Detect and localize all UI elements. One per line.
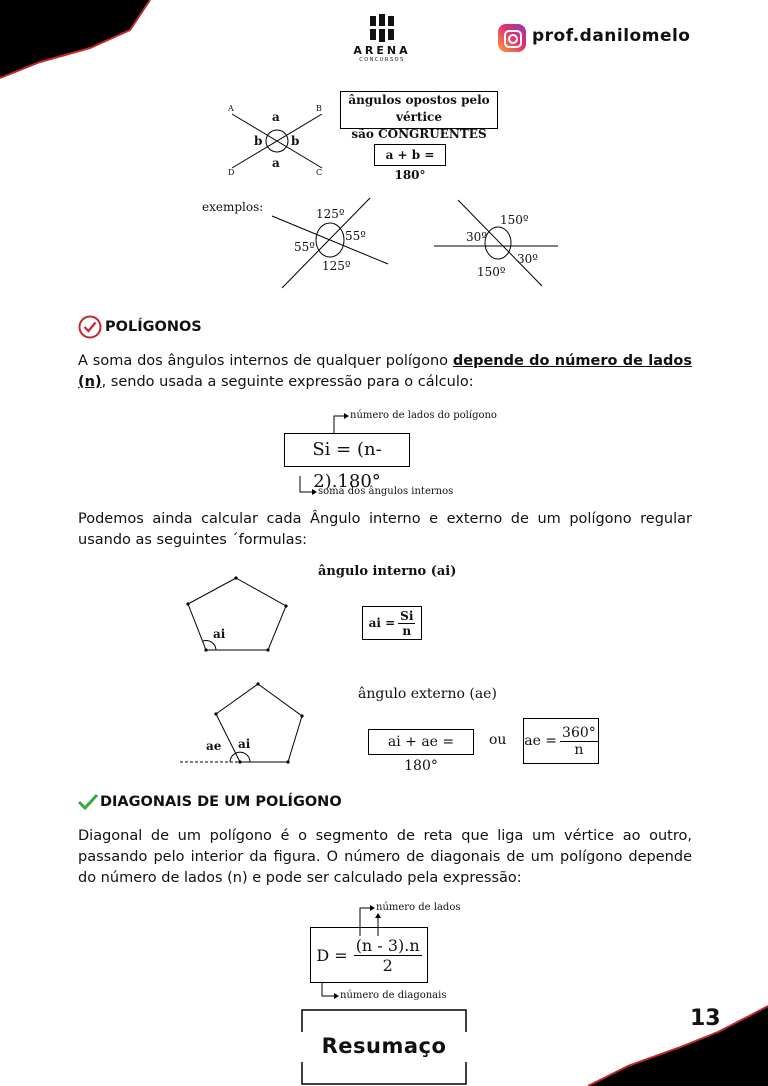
pentagon-external-angle-diagram bbox=[178, 678, 308, 768]
internal-formula-den: n bbox=[402, 623, 412, 638]
check-icon bbox=[77, 793, 99, 811]
si-label-top: número de lados do polígono bbox=[350, 410, 497, 421]
vertex-label-b: B bbox=[316, 104, 322, 113]
section-title-polygons: POLÍGONOS bbox=[105, 319, 202, 335]
resumaco-label: Resumaço bbox=[321, 1034, 447, 1058]
angle-label-b-right: b bbox=[291, 134, 300, 148]
internal-angle-title: ângulo interno (ai) bbox=[318, 564, 457, 579]
instagram-handle[interactable]: prof.danilomelo bbox=[532, 26, 691, 46]
angle-label-b-left: b bbox=[254, 134, 263, 148]
diagonals-paragraph: Diagonal de um polígono é o segmento de reta que liga um vértice ao outro, passando pelo interior da figura. O número de diagonais de um polígono depende do número de lados (n) e pode ser calculado pela expressão: bbox=[78, 828, 692, 886]
si-formula-box: Si = (n-2).180° bbox=[284, 433, 410, 467]
diagonal-formula-box bbox=[310, 927, 428, 983]
internal-formula-num: Si bbox=[400, 608, 414, 623]
diagonal-formula-den: 2 bbox=[382, 955, 393, 975]
external-formula2-lhs: ae = bbox=[524, 733, 558, 749]
section-title-diagonals: DIAGONAIS DE UM POLÍGONO bbox=[100, 794, 342, 810]
example1-angle-right: 55º bbox=[345, 229, 366, 243]
sum-formula-box: a + b = 180° bbox=[374, 144, 446, 166]
example1-angle-left: 55º bbox=[294, 240, 315, 254]
rule-line-1: ângulos opostos pelo vértice bbox=[348, 93, 490, 124]
arena-logo-icon bbox=[368, 14, 396, 42]
angle-label-a-bottom: a bbox=[272, 156, 280, 170]
example2-angle-right: 30º bbox=[517, 252, 538, 266]
polygons-paragraph-1-end: , sendo usada a seguinte expressão para o cálculo: bbox=[101, 374, 474, 390]
instagram-icon[interactable] bbox=[498, 24, 526, 52]
check-circle-icon bbox=[78, 315, 102, 339]
external-or: ou bbox=[489, 732, 507, 748]
example2-angle-top: 150º bbox=[500, 213, 529, 227]
corner-decoration-bottom-right bbox=[568, 996, 768, 1086]
angle-label-a-top: a bbox=[272, 110, 280, 124]
diagonal-label-bottom: número de diagonais bbox=[340, 990, 447, 1001]
congruent-rule-box bbox=[340, 91, 498, 141]
diagonal-formula-lhs: D = bbox=[316, 945, 348, 965]
polygons-paragraph-2: Podemos ainda calcular cada Ângulo interno e externo de um polígono regular usando as seguintes ´formulas: bbox=[78, 511, 692, 548]
external-formula2-den: n bbox=[574, 741, 584, 758]
vertex-label-d: D bbox=[228, 168, 235, 177]
pentagon-internal-angle-diagram bbox=[184, 574, 296, 656]
rule-line-2: são CONGRUENTES bbox=[351, 127, 487, 141]
diagonal-formula-num: (n - 3).n bbox=[355, 935, 420, 955]
example2-angle-bottom: 150º bbox=[477, 265, 506, 279]
external-angle-label-ai: ai bbox=[238, 737, 251, 751]
brand-name: ARENA bbox=[353, 44, 411, 57]
external-formula2-fraction bbox=[560, 725, 598, 758]
corner-decoration-top-left bbox=[0, 0, 160, 90]
external-angle-label-ae: ae bbox=[206, 739, 222, 753]
example1-angle-top: 125º bbox=[316, 207, 345, 221]
page-number: 13 bbox=[690, 1006, 721, 1031]
external-formula-box-1: ai + ae = 180° bbox=[368, 729, 474, 755]
diagonal-label-top: número de lados bbox=[376, 902, 461, 913]
external-formula2-num: 360° bbox=[562, 724, 596, 741]
vertex-label-c: C bbox=[316, 168, 323, 177]
internal-formula-fraction bbox=[398, 609, 415, 638]
si-label-bottom: soma dos ângulos internos bbox=[318, 486, 454, 497]
internal-angle-label: ai bbox=[213, 627, 226, 641]
examples-label: exemplos: bbox=[202, 200, 264, 214]
example2-angle-left: 30º bbox=[466, 230, 487, 244]
external-formula-box-2 bbox=[523, 718, 599, 764]
polygons-paragraph-1-bold: depende do número de lados (n) bbox=[78, 353, 692, 390]
polygons-paragraph-1 bbox=[78, 351, 692, 393]
internal-formula-lhs: ai = bbox=[368, 616, 396, 630]
example1-angle-bottom: 125º bbox=[322, 259, 351, 273]
polygons-paragraph-1-start: A soma dos ângulos internos de qualquer polígono bbox=[78, 353, 453, 369]
internal-angle-formula-box bbox=[362, 606, 422, 640]
brand-subtitle: CONCURSOS bbox=[359, 57, 405, 63]
external-angle-title: ângulo externo (ae) bbox=[358, 686, 497, 702]
diagonal-formula-fraction bbox=[354, 936, 422, 975]
vertex-label-a: A bbox=[228, 104, 234, 113]
